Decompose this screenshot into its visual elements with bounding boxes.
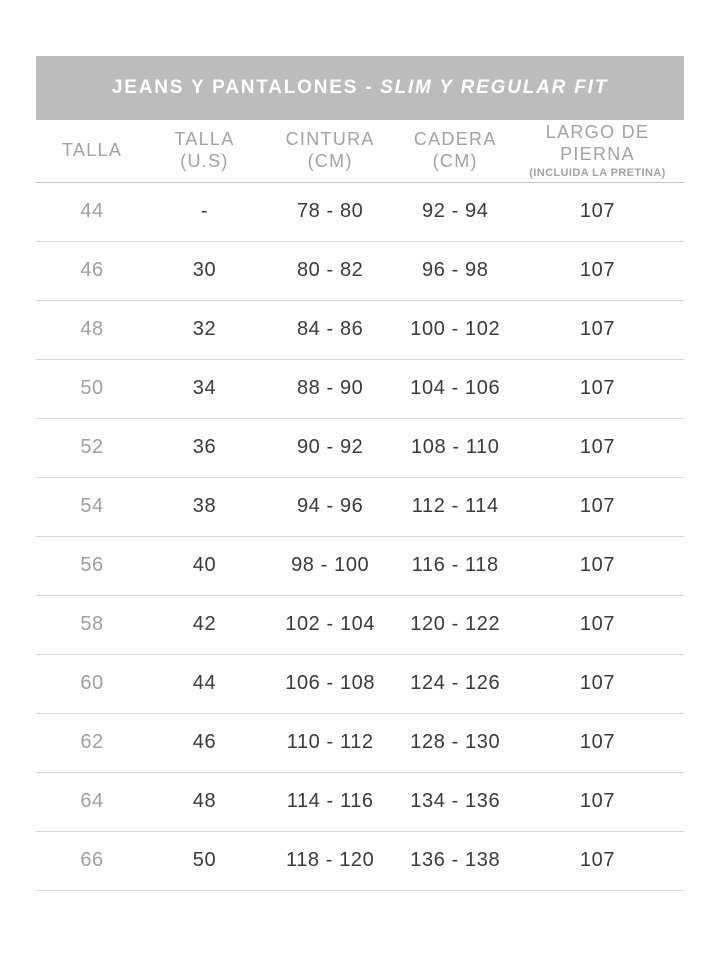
table-title-fit-type: SLIM Y REGULAR FIT	[380, 77, 609, 98]
cell-talla: 46	[36, 241, 148, 300]
cell-largo-pierna: 107	[511, 713, 684, 772]
column-header-note: (INCLUIDA LA PRETINA)	[529, 166, 666, 179]
cell-talla-us: 36	[148, 418, 261, 477]
cell-cintura: 102 - 104	[261, 595, 400, 654]
header-row	[36, 120, 684, 182]
cell-largo-pierna: 107	[511, 359, 684, 418]
column-header-label: CINTURA	[285, 128, 375, 149]
cell-cadera: 108 - 110	[400, 418, 511, 477]
cell-cintura: 78 - 80	[261, 182, 400, 241]
table-row	[36, 182, 684, 241]
cell-talla: 64	[36, 772, 148, 831]
column-header-talla	[36, 120, 148, 182]
cell-talla-us: 40	[148, 536, 261, 595]
cell-talla-us: 50	[148, 831, 261, 890]
cell-cintura: 88 - 90	[261, 359, 400, 418]
cell-largo-pierna: 107	[511, 300, 684, 359]
cell-largo-pierna: 107	[511, 831, 684, 890]
cell-cadera: 124 - 126	[400, 654, 511, 713]
cell-cadera: 104 - 106	[400, 359, 511, 418]
cell-talla: 60	[36, 654, 148, 713]
cell-cintura: 80 - 82	[261, 241, 400, 300]
column-header-cadera: CADERA (CM)	[400, 120, 511, 182]
cell-cadera: 112 - 114	[400, 477, 511, 536]
cell-talla: 56	[36, 536, 148, 595]
column-header-label: LARGO DE	[545, 121, 650, 142]
cell-cintura: 118 - 120	[261, 831, 400, 890]
column-header-label: TALLA	[61, 139, 123, 160]
cell-talla: 62	[36, 713, 148, 772]
cell-largo-pierna: 107	[511, 418, 684, 477]
cell-cintura: 90 - 92	[261, 418, 400, 477]
cell-cadera: 96 - 98	[400, 241, 511, 300]
cell-talla: 50	[36, 359, 148, 418]
cell-largo-pierna: 107	[511, 654, 684, 713]
table-row	[36, 595, 684, 654]
cell-talla-us: 44	[148, 654, 261, 713]
table-row	[36, 418, 684, 477]
cell-largo-pierna: 107	[511, 536, 684, 595]
cell-talla: 52	[36, 418, 148, 477]
cell-talla-us: 38	[148, 477, 261, 536]
cell-talla-us: 32	[148, 300, 261, 359]
table-row	[36, 477, 684, 536]
cell-talla-us: -	[148, 182, 261, 241]
cell-talla-us: 42	[148, 595, 261, 654]
cell-talla: 44	[36, 182, 148, 241]
size-table	[36, 120, 684, 891]
column-header-talla-us: TALLA (U.S)	[148, 120, 261, 182]
table-row	[36, 654, 684, 713]
table-row	[36, 772, 684, 831]
table-row	[36, 359, 684, 418]
cell-cintura: 84 - 86	[261, 300, 400, 359]
table-row	[36, 536, 684, 595]
cell-talla-us: 34	[148, 359, 261, 418]
column-header-label: CADERA	[413, 128, 497, 149]
column-header-label: TALLA	[174, 128, 235, 149]
cell-cintura: 98 - 100	[261, 536, 400, 595]
cell-cadera: 120 - 122	[400, 595, 511, 654]
cell-cadera: 116 - 118	[400, 536, 511, 595]
cell-cintura: 114 - 116	[261, 772, 400, 831]
table-row	[36, 241, 684, 300]
cell-largo-pierna: 107	[511, 595, 684, 654]
cell-cintura: 106 - 108	[261, 654, 400, 713]
cell-talla: 58	[36, 595, 148, 654]
cell-talla: 54	[36, 477, 148, 536]
cell-talla-us: 30	[148, 241, 261, 300]
cell-cintura: 110 - 112	[261, 713, 400, 772]
table-row	[36, 713, 684, 772]
cell-cadera: 92 - 94	[400, 182, 511, 241]
cell-talla-us: 46	[148, 713, 261, 772]
cell-largo-pierna: 107	[511, 241, 684, 300]
table-row	[36, 831, 684, 890]
cell-talla-us: 48	[148, 772, 261, 831]
column-header-largo-pierna: LARGO DE PIERNA (INCLUIDA LA PRETINA)	[511, 120, 684, 182]
table-row	[36, 300, 684, 359]
cell-cadera: 136 - 138	[400, 831, 511, 890]
cell-cadera: 134 - 136	[400, 772, 511, 831]
cell-talla: 48	[36, 300, 148, 359]
cell-cadera: 100 - 102	[400, 300, 511, 359]
table-title: JEANS Y PANTALONES -	[111, 77, 374, 98]
cell-largo-pierna: 107	[511, 772, 684, 831]
cell-cadera: 128 - 130	[400, 713, 511, 772]
table-title-bar	[36, 56, 684, 120]
column-header-cintura: CINTURA (CM)	[261, 120, 400, 182]
cell-talla: 66	[36, 831, 148, 890]
cell-cintura: 94 - 96	[261, 477, 400, 536]
cell-largo-pierna: 107	[511, 182, 684, 241]
cell-largo-pierna: 107	[511, 477, 684, 536]
size-chart	[36, 56, 684, 891]
